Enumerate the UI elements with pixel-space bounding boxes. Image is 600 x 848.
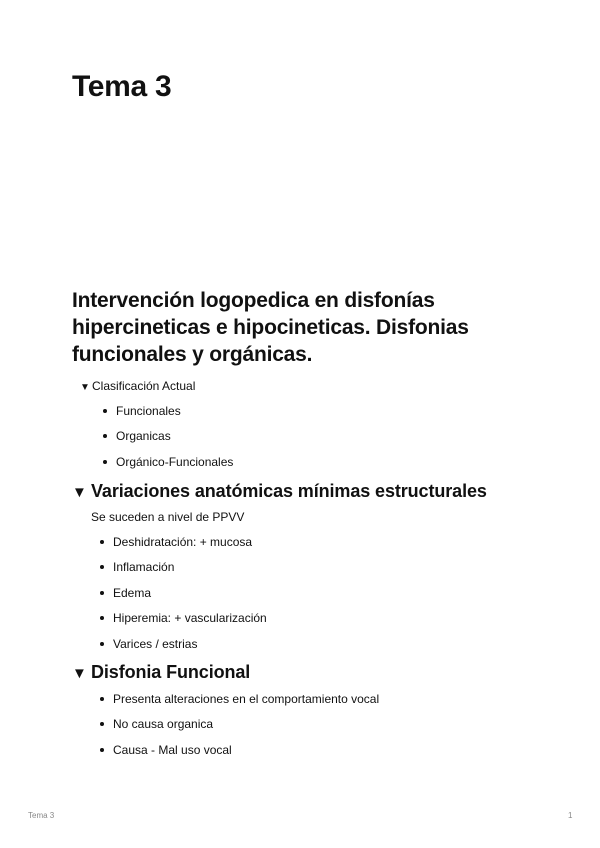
main-heading: Intervención logopedica en disfonías hipercineticas e hipocineticas. Disfonias funcionales y orgánicas. — [72, 289, 469, 366]
list-item — [113, 716, 379, 741]
list-item-text: Edema — [113, 585, 152, 600]
list-item — [113, 742, 379, 767]
bullet-icon — [103, 434, 107, 438]
page-title: Tema 3 — [72, 70, 172, 103]
triangle-down-icon[interactable]: ▼ — [72, 484, 87, 501]
list-item — [113, 691, 379, 716]
list-item-text: Organicas — [116, 429, 171, 444]
toggle-variaciones-anatomicas[interactable] — [72, 480, 487, 504]
list-item — [116, 428, 233, 453]
toggle-label: Variaciones anatómicas mínimas estructurales — [91, 481, 487, 501]
toggle-label: Disfonia Funcional — [91, 662, 251, 682]
bullet-icon — [100, 616, 104, 620]
list-item-text: Varices / estrias — [113, 636, 198, 651]
toggle-clasificacion-actual[interactable] — [80, 378, 195, 396]
bullet-icon — [100, 565, 104, 569]
bullet-list-clasificacion — [116, 403, 233, 479]
bullet-icon — [100, 748, 104, 752]
list-item — [113, 610, 267, 635]
list-item-text: No causa organica — [113, 717, 214, 732]
bullet-icon — [100, 642, 104, 646]
bullet-icon — [100, 591, 104, 595]
bullet-icon — [103, 409, 107, 413]
bullet-list-variaciones — [113, 534, 267, 661]
list-item-text: Presenta alteraciones en el comportamiento vocal — [113, 692, 380, 706]
list-item — [113, 636, 267, 661]
bullet-icon — [100, 540, 104, 544]
list-item — [113, 534, 267, 559]
list-item-text: Hiperemia: + vascularización — [113, 611, 267, 626]
list-item — [116, 454, 233, 479]
bullet-icon — [100, 722, 104, 726]
toggle-label: Clasificación Actual — [92, 379, 196, 393]
page-number: 1 — [568, 811, 573, 820]
triangle-down-icon[interactable]: ▼ — [72, 665, 87, 682]
toggle-disfonia-funcional[interactable] — [72, 661, 250, 685]
footer-title: Tema 3 — [28, 811, 55, 820]
list-item-text: Orgánico-Funcionales — [116, 454, 234, 469]
list-item — [113, 585, 267, 610]
triangle-down-icon[interactable]: ▼ — [80, 382, 90, 393]
list-item-text: Inflamación — [113, 560, 175, 575]
bullet-icon — [100, 697, 104, 701]
list-item-text: Deshidratación: + mucosa — [113, 535, 253, 549]
list-item — [116, 403, 233, 428]
section-paragraph: Se suceden a nivel de PPVV — [91, 510, 245, 524]
bullet-list-disfonia-funcional — [113, 691, 379, 767]
bullet-icon — [103, 460, 107, 464]
list-item-text: Causa - Mal uso vocal — [113, 742, 232, 757]
list-item — [113, 559, 267, 584]
list-item-text: Funcionales — [116, 404, 181, 418]
